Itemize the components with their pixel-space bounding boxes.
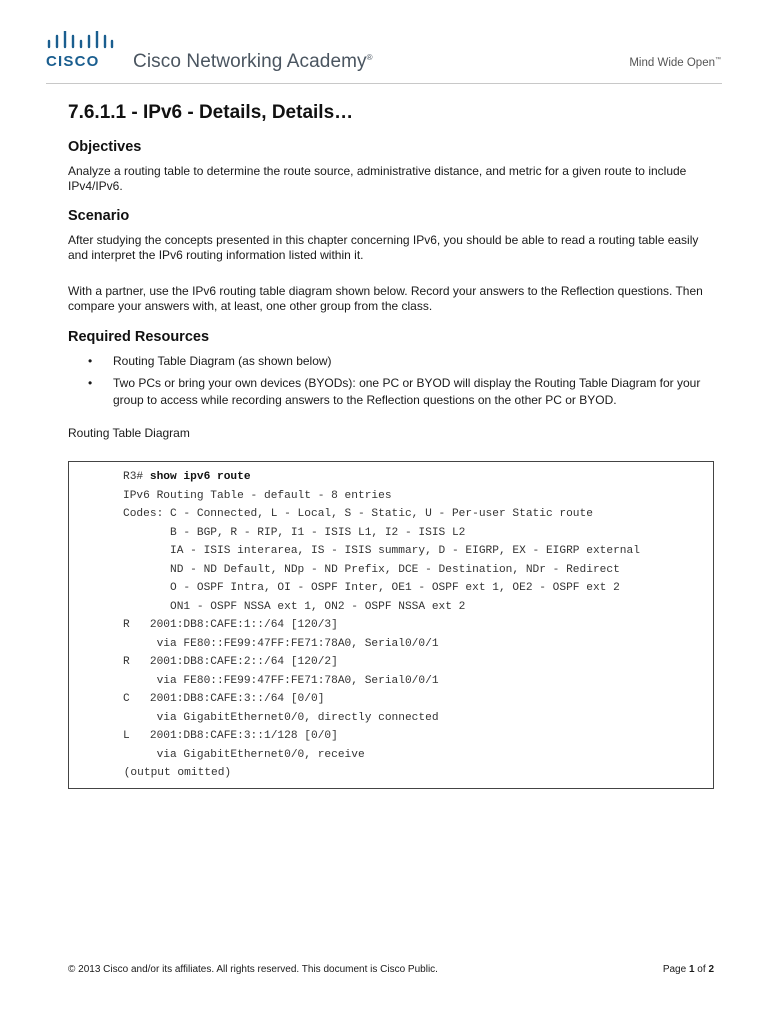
route-next-hop: via GigabitEthernet0/0, directly connected	[123, 712, 439, 724]
code-line: ON1 - OSPF NSSA ext 1, ON2 - OSPF NSSA ext 2	[123, 601, 466, 613]
resource-item: • Two PCs or bring your own devices (BYODs): one PC or BYOD will display the Routing Table Diagram for your group to access while recording answers to the Reflection questions on the other PC or BYOD.	[88, 375, 701, 407]
cisco-bridge-icon	[46, 31, 114, 51]
scenario-paragraph-1: After studying the concepts presented in this chapter concerning IPv6, you should be able to read a routing table easily and interpret the IPv6 routing information listed within it.	[68, 233, 699, 262]
document-body	[68, 100, 718, 440]
resources-heading: Required Resources	[68, 329, 210, 345]
academy-name: Cisco Networking Academy®	[133, 51, 373, 72]
route-entry: C 2001:DB8:CAFE:3::/64 [0/0]	[123, 693, 325, 705]
document-header	[0, 0, 768, 90]
route-next-hop: via FE80::FE99:47FF:FE71:78A0, Serial0/0/1	[123, 638, 439, 650]
code-line: Codes: C - Connected, L - Local, S - Static, U - Per-user Static route	[123, 508, 593, 520]
bullet-icon: •	[88, 375, 93, 390]
trademark-mark: ™	[715, 57, 721, 63]
registered-mark: ®	[366, 53, 373, 62]
route-entry: R 2001:DB8:CAFE:2::/64 [120/2]	[123, 656, 338, 668]
document-footer	[68, 964, 714, 975]
route-next-hop: via FE80::FE99:47FF:FE71:78A0, Serial0/0/1	[123, 675, 439, 687]
cli-prompt: R3#	[123, 471, 150, 483]
page-title: 7.6.1.1 - IPv6 - Details, Details…	[68, 102, 354, 123]
code-line: B - BGP, R - RIP, I1 - ISIS L1, I2 - ISIS L2	[123, 527, 466, 539]
objectives-text: Analyze a routing table to determine the route source, administrative distance, and metric for a given route to include IPv4/IPv6.	[68, 164, 687, 193]
code-line: O - OSPF Intra, OI - OSPF Inter, OE1 - OSPF ext 1, OE2 - OSPF ext 2	[123, 582, 620, 594]
resource-item: • Routing Table Diagram (as shown below)	[88, 354, 332, 368]
route-entry: L 2001:DB8:CAFE:3::1/128 [0/0]	[123, 730, 338, 742]
scenario-paragraph-2: With a partner, use the IPv6 routing table diagram shown below. Record your answers to the Reflection questions. Then compare your answers with, at least, one other group from the class.	[68, 284, 703, 313]
objectives-heading: Objectives	[68, 139, 142, 155]
code-line: IPv6 Routing Table - default - 8 entries	[123, 490, 392, 502]
header-divider	[46, 83, 722, 84]
cli-command-line	[123, 470, 251, 484]
routing-table-diagram	[68, 461, 714, 789]
cisco-logo	[46, 31, 114, 71]
code-line: IA - ISIS interarea, IS - ISIS summary, D - EIGRP, EX - EIGRP external	[123, 545, 640, 557]
route-next-hop: via GigabitEthernet0/0, receive	[123, 749, 365, 761]
cisco-wordmark: CISCO	[46, 53, 100, 70]
code-line: (output omitted)	[117, 767, 232, 779]
page-number: Page 1 of 2	[662, 964, 714, 975]
copyright-notice: © 2013 Cisco and/or its affiliates. All rights reserved. This document is Cisco Public.	[68, 964, 438, 975]
tagline: Mind Wide Open™	[629, 57, 721, 69]
cli-command: show ipv6 route	[149, 471, 251, 483]
diagram-caption: Routing Table Diagram	[68, 425, 190, 440]
bullet-icon: •	[88, 354, 93, 368]
code-line: ND - ND Default, NDp - ND Prefix, DCE - Destination, NDr - Redirect	[123, 564, 620, 576]
route-entry: R 2001:DB8:CAFE:1::/64 [120/3]	[123, 619, 338, 631]
scenario-heading: Scenario	[68, 208, 130, 224]
